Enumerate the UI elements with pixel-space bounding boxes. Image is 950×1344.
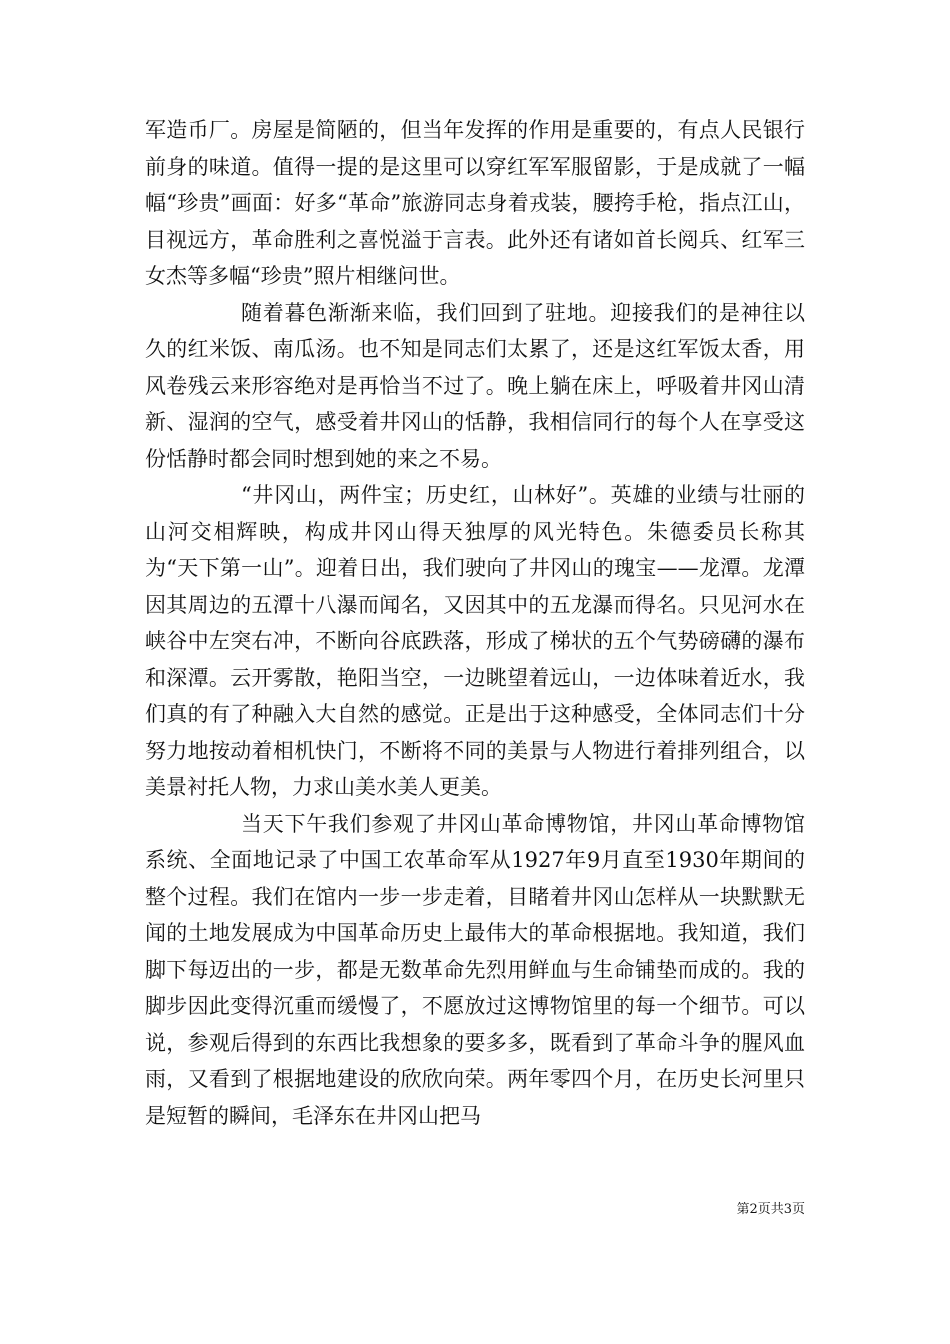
page-number-footer: 第2页共3页 bbox=[736, 1202, 805, 1217]
document-body bbox=[145, 112, 805, 1134]
paragraph-1: 军造币厂。房屋是简陋的，但当年发挥的作用是重要的，有点人民银行前身的味道。值得一提的是这里可以穿红军军服留影，于是成就了一幅幅“珍贵”画面：好多“革命”旅游同志身着戎装，腰挎手枪，指点江山，目视远方，革命胜利之喜悦溢于言表。此外还有诸如首长阅兵、红军三女杰等多幅“珍贵”照片相继问世。 bbox=[145, 118, 805, 288]
paragraph-3: “井冈山，两件宝；历史红，山林好”。英雄的业绩与壮丽的山河交相辉映，构成井冈山得天独厚的风光特色。朱德委员长称其为“天下第一山”。迎着日出，我们驶向了井冈山的瑰宝——龙潭。龙潭因其周边的五潭十八瀑而闻名，又因其中的五龙瀑而得名。只见河水在峡谷中左突右冲，不断向谷底跌落，形成了梯状的五个气势磅礴的瀑布和深潭。云开雾散，艳阳当空，一边眺望着远山，一边体味着近水，我们真的有了种融入大自然的感觉。正是出于这种感受，全体同志们十分努力地按动着相机快门，不断将不同的美景与人物进行着排列组合，以美景衬托人物，力求山美水美人更美。 bbox=[145, 483, 805, 799]
paragraph-2: 随着暮色渐渐来临，我们回到了驻地。迎接我们的是神往以久的红米饭、南瓜汤。也不知是同志们太累了，还是这红军饭太香，用风卷残云来形容绝对是再恰当不过了。晚上躺在床上，呼吸着井冈山清新、湿润的空气，感受着井冈山的恬静，我相信同行的每个人在享受这份恬静时都会同时想到她的来之不易。 bbox=[145, 300, 805, 471]
paragraph-4: 当天下午我们参观了井冈山革命博物馆，井冈山革命博物馆系统、全面地记录了中国工农革命军从1927年9月直至1930年期间的整个过程。我们在馆内一步一步走着，目睹着井冈山怎样从一块默默无闻的土地发展成为中国革命历史上最伟大的革命根据地。我知道，我们脚下每迈出的一步，都是无数革命先烈用鲜血与生命铺垫而成的。我的脚步因此变得沉重而缓慢了，不愿放过这博物馆里的每一个细节。可以说，参观后得到的东西比我想象的要多多，既看到了革命斗争的腥风血雨，又看到了根据地建设的欣欣向荣。两年零四个月，在历史长河里只是短暂的瞬间，毛泽东在井冈山把马 bbox=[145, 811, 805, 1128]
